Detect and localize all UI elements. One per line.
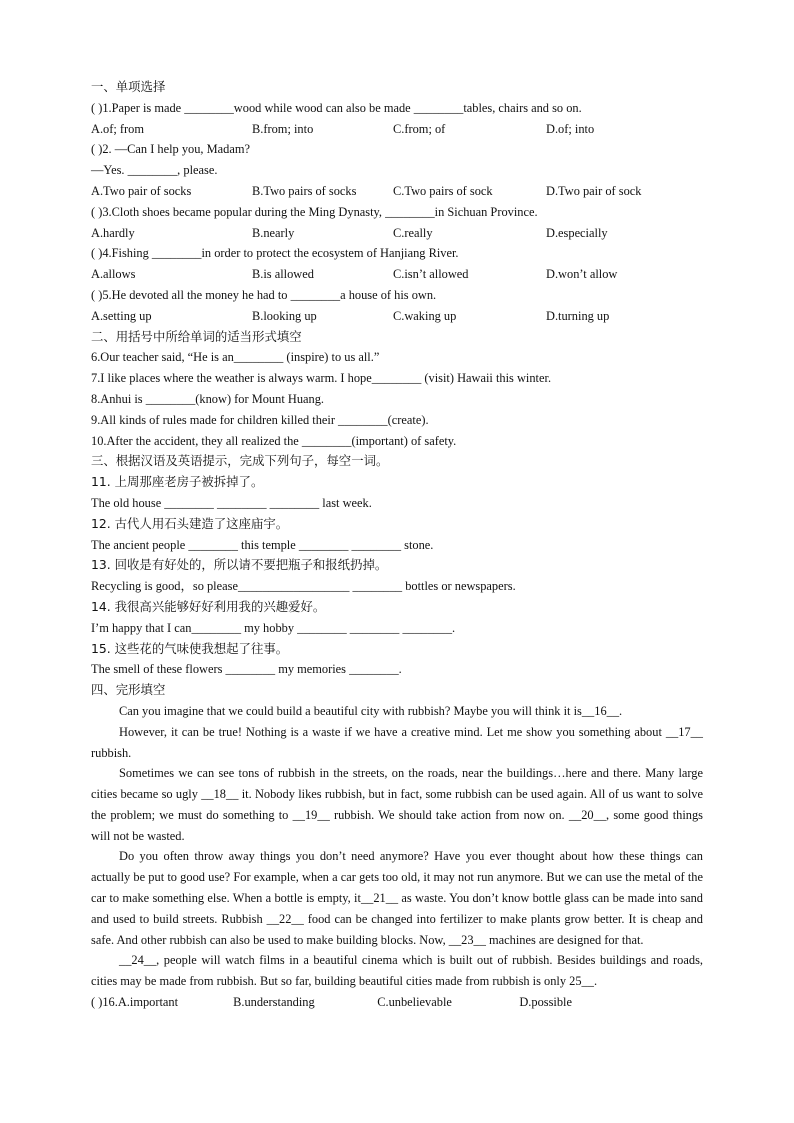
translate-item-15-chinese: 15. 这些花的气味使我想起了往事。 xyxy=(91,640,289,656)
fill-item-7: 7.I like places where the weather is always warm. I hope________ (visit) Hawaii this winter. xyxy=(91,371,552,386)
option-b: B.understanding xyxy=(233,995,315,1010)
worksheet xyxy=(91,77,703,1013)
question-3-stem: ( )3.Cloth shoes became popular during the Ming Dynasty, ________in Sichuan Province. xyxy=(91,204,538,219)
option-d: D.especially xyxy=(546,225,608,240)
translate-item-15-english: The smell of these flowers ________ my memories ________. xyxy=(91,662,402,677)
option-d: D.of; into xyxy=(546,121,595,136)
question-1-options xyxy=(91,119,703,140)
translate-item-12-chinese: 12. 古代人用石头建造了这座庙宇。 xyxy=(91,515,289,531)
cloze-paragraph-2: However, it can be true! Nothing is a waste if we have a creative mind. Let me show you something about __17__ rubbish. xyxy=(91,724,703,760)
option-b: B.looking up xyxy=(252,308,317,323)
cloze-passage xyxy=(91,701,703,992)
option-c: C.isn’t allowed xyxy=(393,267,469,282)
section4-title: 四、完形填空 xyxy=(91,682,166,698)
option-c: C.from; of xyxy=(393,121,446,136)
question-1-stem: ( )1.Paper is made ________wood while wood can also be made ________tables, chairs and so on. xyxy=(91,100,582,115)
fill-item-6: 6.Our teacher said, “He is an________ (inspire) to us all.” xyxy=(91,350,380,365)
fill-item-10: 10.After the accident, they all realized the ________(important) of safety. xyxy=(91,433,457,448)
translate-item-14-chinese: 14. 我很高兴能够好好利用我的兴趣爱好。 xyxy=(91,598,326,614)
option-b: B.is allowed xyxy=(252,267,314,282)
question-3-options xyxy=(91,223,703,244)
question-5-options xyxy=(91,306,703,327)
option-c: C.waking up xyxy=(393,308,457,323)
fill-item-9: 9.All kinds of rules made for children killed their ________(create). xyxy=(91,412,429,427)
fill-item-8: 8.Anhui is ________(know) for Mount Huang. xyxy=(91,391,324,406)
translate-item-11-english: The old house ________ ________ ________ last week. xyxy=(91,495,372,510)
option-d: D.won’t allow xyxy=(546,267,618,282)
question-2-stem-reply: —Yes. ________, please. xyxy=(91,163,218,178)
option-d: D.turning up xyxy=(546,308,610,323)
option-a: A.of; from xyxy=(91,121,144,136)
section2-title: 二、用括号中所给单词的适当形式填空 xyxy=(91,328,302,344)
option-d: D.possible xyxy=(519,995,572,1010)
option-b: B.Two pairs of socks xyxy=(252,183,357,198)
question-4-options xyxy=(91,264,703,285)
section1-title: 一、单项选择 xyxy=(91,79,166,94)
translate-item-14-english: I’m happy that I can________ my hobby ________ ________ ________. xyxy=(91,620,456,635)
option-c: C.Two pairs of sock xyxy=(393,183,493,198)
question-2-options xyxy=(91,181,703,202)
option-a: A.hardly xyxy=(91,225,135,240)
option-c: C.unbelievable xyxy=(377,995,452,1010)
option-b: B.nearly xyxy=(252,225,295,240)
option-a: A.setting up xyxy=(91,308,152,323)
question-16 xyxy=(91,992,703,1013)
question-2-stem: ( )2. —Can I help you, Madam? xyxy=(91,142,250,157)
option-a: A.allows xyxy=(91,267,136,282)
question-4-stem: ( )4.Fishing ________in order to protect the ecosystem of Hanjiang River. xyxy=(91,246,459,261)
section3-title: 三、根据汉语及英语提示，完成下列句子，每空一词。 xyxy=(91,453,389,469)
translate-item-13-english: Recycling is good，so please__________________ ________ bottles or newspapers. xyxy=(91,579,516,594)
cloze-paragraph-5: __24__, people will watch films in a beautiful cinema which is built out of rubbish. Besides buildings and roads, cities may be made from rubbish. But so far, building beautiful cities made from rubbish is only 25__. xyxy=(91,953,703,989)
translate-item-12-english: The ancient people ________ this temple ________ ________ stone. xyxy=(91,537,434,552)
cloze-paragraph-1: Can you imagine that we could build a beautiful city with rubbish? Maybe you will think it is__16__. xyxy=(119,703,623,718)
translate-item-13-chinese: 13. 回收是有好处的，所以请不要把瓶子和报纸扔掉。 xyxy=(91,557,388,573)
option-c: C.really xyxy=(393,225,433,240)
question-16-stem: ( )16.A.important xyxy=(91,995,179,1010)
cloze-paragraph-4: Do you often throw away things you don’t need anymore? Have you ever thought about how these things can actually be put to good use? For example, when a car gets too old, it may not run anymore. But we can use the metal of the car to make something else. When a bottle is empty, it__21__ as waste. You don’t know bottle glass can be made into sand and used to build streets. Rubbish __22__ food can be changed into fertilizer to make plants grow better. It is cheap and safe. And other rubbish can also be used to make building blocks. Now, __23__ machines are designed for that. xyxy=(91,849,703,947)
question-5-stem: ( )5.He devoted all the money he had to ________a house of his own. xyxy=(91,287,437,302)
option-d: D.Two pair of sock xyxy=(546,183,642,198)
cloze-paragraph-3: Sometimes we can see tons of rubbish in the streets, on the roads, near the buildings…here and there. Many large cities became so ugly __18__ it. Nobody likes rubbish, but in fact, some rubbish can be used again. All of us want to solve the problem; we must do something to __19__ rubbish. We should take action from now on. __20__, some good things will not be wasted. xyxy=(91,766,703,843)
option-a: A.Two pair of socks xyxy=(91,183,192,198)
option-b: B.from; into xyxy=(252,121,314,136)
translate-item-11-chinese: 11. 上周那座老房子被拆掉了。 xyxy=(91,474,264,490)
